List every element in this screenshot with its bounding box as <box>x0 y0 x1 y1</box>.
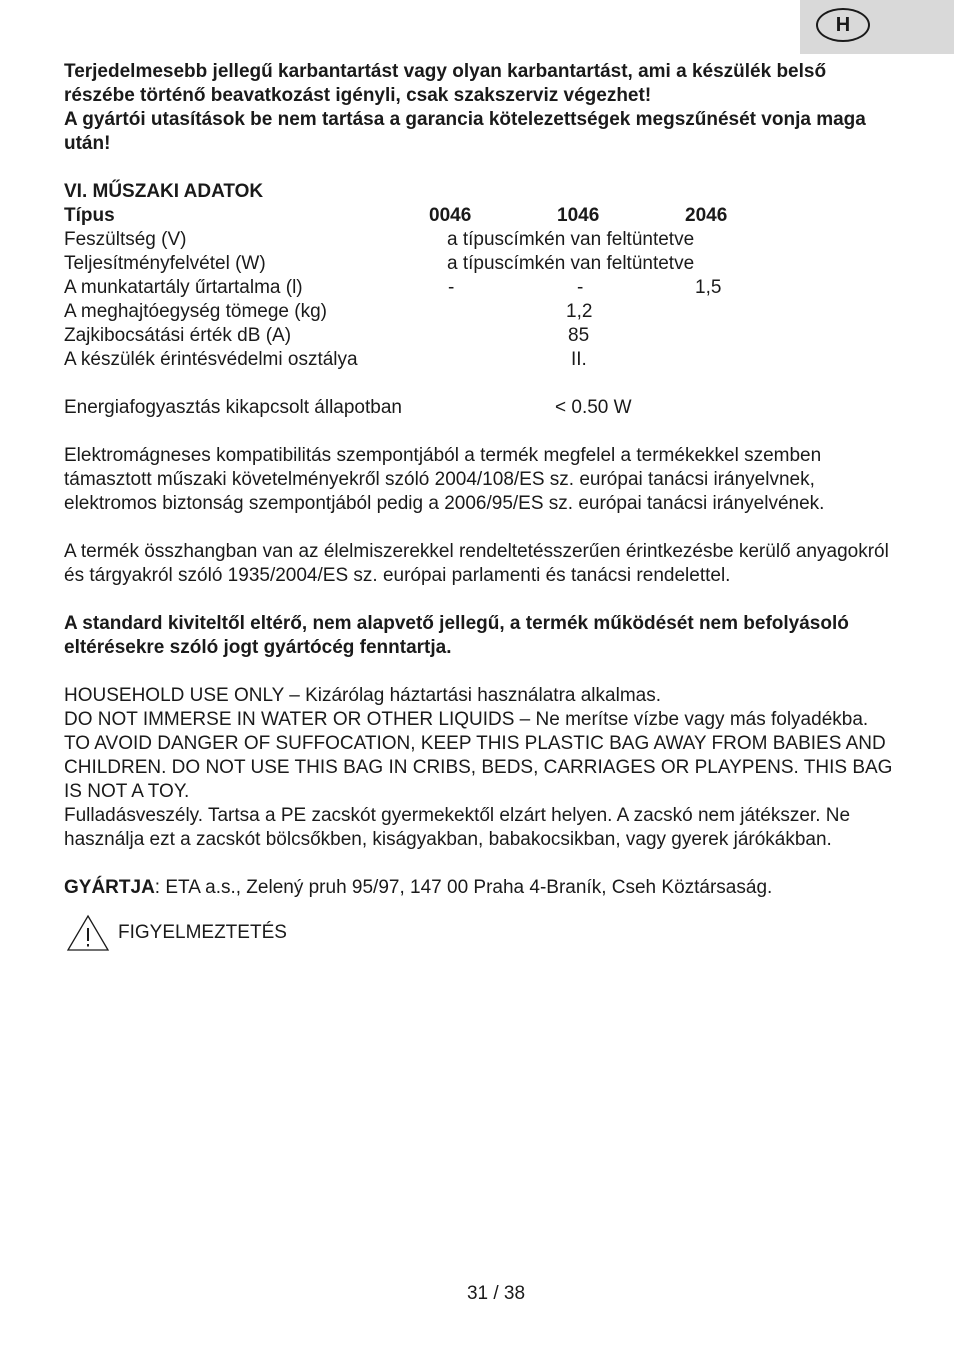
model-1046: 1046 <box>557 205 600 226</box>
spec-class-value: II. <box>571 349 587 370</box>
rights-reserved-paragraph: A standard kiviteltől eltérő, nem alapvető jellegű, a termék működését nem befolyásoló eltérésekre szóló jogt gyártócég fenntartja. <box>64 613 849 658</box>
spec-power-value: a típuscímkén van feltüntetve <box>447 253 695 274</box>
spec-row-standby <box>64 396 894 420</box>
spec-standby-label: Energiafogyasztás kikapcsolt állapotban <box>64 397 402 418</box>
warning-triangle-icon <box>66 914 110 952</box>
page-number: 31 / 38 <box>466 1283 526 1304</box>
language-badge: H <box>816 8 870 42</box>
food-contact-paragraph: A termék összhangban van az élelmiszerekkel rendeltetésszerűen érintkezésbe kerülő anyagokról és tárgyakról szóló 1935/2004/ES sz. európai parlamenti és tanácsi rendelettel. <box>64 541 889 586</box>
model-2046: 2046 <box>685 205 728 226</box>
spec-noise-value: 85 <box>568 325 590 346</box>
maintenance-warning: Terjedelmesebb jellegű karbantartást vagy olyan karbantartást, ami a készülék belső részébe történő beavatkozást igényli, csak szakszerviz végezhet! <box>64 61 827 106</box>
spec-row-power <box>64 252 894 276</box>
spec-voltage-label: Feszültség (V) <box>64 229 187 250</box>
spec-row-noise <box>64 324 894 348</box>
manufacturer-label: GYÁRTJA <box>64 877 155 898</box>
household-notice: HOUSEHOLD USE ONLY – Kizárólag háztartási használatra alkalmas. <box>64 685 661 706</box>
language-tab <box>800 0 954 54</box>
spec-type-label: Típus <box>64 205 115 226</box>
manufacturer-line <box>64 876 894 900</box>
page-content <box>64 60 894 952</box>
spec-capacity-0046: - <box>448 277 455 298</box>
spec-class-label: A készülék érintésvédelmi osztálya <box>64 349 358 370</box>
spec-noise-label: Zajkibocsátási érték dB (A) <box>64 325 292 346</box>
spec-weight-label: A meghajtóegység tömege (kg) <box>64 301 327 322</box>
spec-row-class <box>64 348 894 372</box>
manufacturer-text: : ETA a.s., Zelený pruh 95/97, 147 00 Praha 4-Braník, Cseh Köztársaság. <box>154 877 773 898</box>
spec-row-voltage <box>64 228 894 252</box>
suffocation-notice-en: TO AVOID DANGER OF SUFFOCATION, KEEP THIS PLASTIC BAG AWAY FROM BABIES AND CHILDREN. DO NOT USE THIS BAG IN CRIBS, BEDS, CARRIAGES OR PLAYPENS. THIS BAG IS NOT A TOY. <box>64 733 893 802</box>
spec-capacity-2046: 1,5 <box>695 277 722 298</box>
spec-standby-value: < 0.50 W <box>555 397 632 418</box>
spec-row-capacity <box>64 276 894 300</box>
spec-capacity-1046: - <box>577 277 584 298</box>
spec-row-weight <box>64 300 894 324</box>
spec-power-label: Teljesítményfelvétel (W) <box>64 253 266 274</box>
warning-row <box>66 914 894 952</box>
suffocation-notice-hu: Fulladásveszély. Tartsa a PE zacskót gyermekektől elzárt helyen. A zacskó nem játékszer. Ne használja ezt a zacskót bölcsőkben, kiságyakban, babakocsikban, vagy gyerek járókákban. <box>64 805 851 850</box>
guarantee-warning: A gyártói utasítások be nem tartása a garancia kötelezettségek megszűnését vonja maga után! <box>64 109 866 154</box>
emc-paragraph: Elektromágneses kompatibilitás szempontjából a termék megfelel a termékekkel szemben támasztott műszaki követelményekről szóló 2004/108/ES sz. európai tanácsi irányelvnek, elektromos biztonság szempontjából pedig a 2006/95/ES sz. európai tanácsi irányelvének. <box>64 445 825 514</box>
warning-label: FIGYELMEZTETÉS <box>118 922 287 943</box>
spec-voltage-value: a típuscímkén van feltüntetve <box>447 229 695 250</box>
specs-heading: VI. MŰSZAKI ADATOK <box>64 181 264 202</box>
model-0046: 0046 <box>429 205 472 226</box>
spec-row-type <box>64 204 894 228</box>
spec-weight-value: 1,2 <box>566 301 593 322</box>
spec-capacity-label: A munkatartály űrtartalma (l) <box>64 277 303 298</box>
immerse-notice: DO NOT IMMERSE IN WATER OR OTHER LIQUIDS – Ne merítse vízbe vagy más folyadékba. <box>64 709 869 730</box>
